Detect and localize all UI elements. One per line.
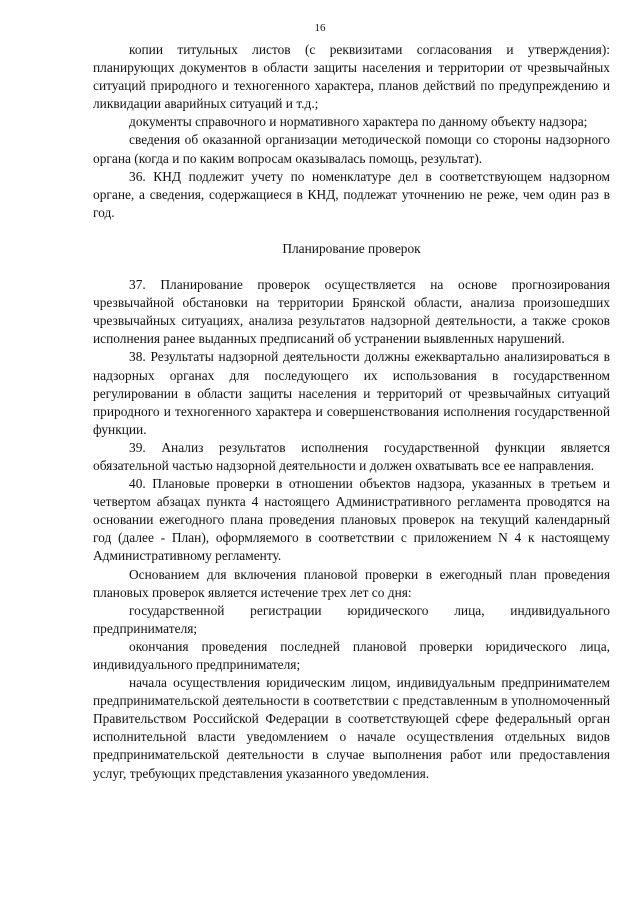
document-body (93, 41, 610, 783)
paragraph-title-pages-copies: копии титульных листов (с реквизитами согласования и утверждения): планирующих документов в области защиты населения и территории от чрезвычайных ситуаций природного и техногенного характера, планов действий по предупреждению и ликвидации аварийных ситуаций и т.д.; (93, 42, 610, 112)
paragraph-item-37: 37. Планирование проверок осуществляется на основе прогнозирования чрезвычайной обстановки на территории Брянской области, анализа произошедших чрезвычайных ситуациях, анализа результатов надзорной деятельности, а также сроков исполнения ранее выданных предписаний об устранении выявленных нарушений. (93, 277, 610, 347)
paragraph-state-registration: государственной регистрации юридического лица, индивидуального предпринимателя; (93, 602, 610, 636)
paragraph-item-40: 40. Плановые проверки в отношении объектов надзора, указанных в третьем и четвертом абзацах пункта 4 настоящего Административного регламента проводятся на основании ежегодного плана проведения плановых проверок на текущий календарный год (далее - План), оформляемого в соответствии с приложением N 4 к настоящему Административному регламенту. (93, 476, 610, 564)
paragraph-item-36: 36. КНД подлежит учету по номенклатуре дел в соответствующем надзорном органе, а сведения, содержащиеся в КНД, подлежат уточнению не реже, чем один раз в год. (93, 168, 610, 220)
page-number: 16 (314, 22, 326, 34)
paragraph-reference-documents: документы справочного и нормативного характера по данному объекту надзора; (129, 114, 588, 130)
section-heading: Планирование проверок (282, 240, 421, 256)
paragraph-inclusion-basis: Основанием для включения плановой проверки в ежегодный план проведения плановых проверок является истечение трех лет со дня: (93, 566, 610, 600)
paragraph-business-start: начала осуществления юридическим лицом, индивидуальным предпринимателем предпринимательской деятельности в соответствии с представленным в уполномоченный Правительством Российской Федерации в соответствующей сфере федеральный орган исполнительной власти уведомлением о начале осуществления отдельных видов предпринимательской деятельности в случае выполнения работ или предоставления услуг, требующих представления указанного уведомления. (93, 675, 610, 781)
paragraph-item-38: 38. Результаты надзорной деятельности должны ежеквартально анализироваться в надзорных органах для последующего их использования в государственном регулировании в области защиты населения и территорий от чрезвычайных ситуаций природного и техногенного характера и совершенствования исполнения государственной функции. (93, 349, 610, 437)
paragraph-item-39: 39. Анализ результатов исполнения государственной функции является обязательной частью надзорной деятельности и должен охватывать все ее направления. (93, 439, 610, 473)
paragraph-last-inspection: окончания проведения последней плановой проверки юридического лица, индивидуального предпринимателя; (93, 638, 610, 672)
paragraph-methodical-assistance: сведения об оказанной организации методической помощи со стороны надзорного органа (когда и по каким вопросам оказывалась помощь, результат). (93, 132, 610, 166)
